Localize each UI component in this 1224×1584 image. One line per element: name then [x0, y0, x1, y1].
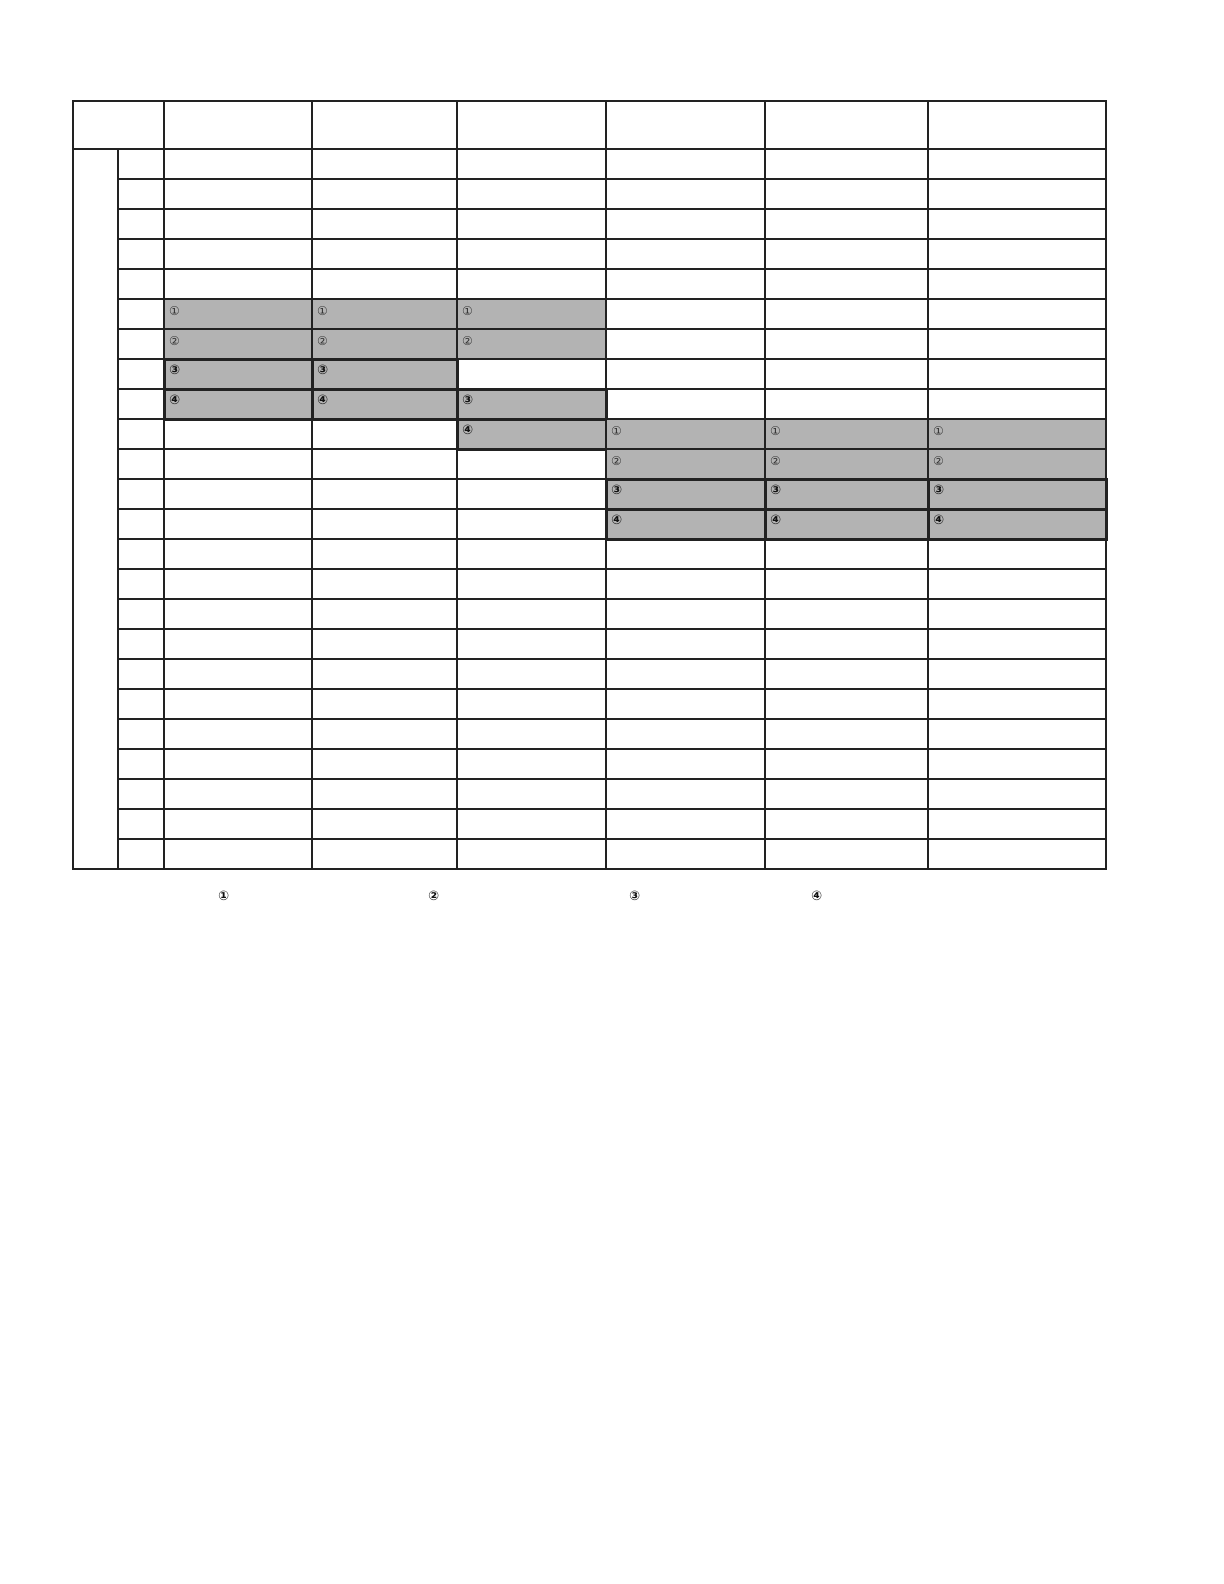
schedule-cell: ④ [765, 509, 928, 539]
row-divider [117, 208, 1107, 210]
row-divider [117, 298, 1107, 300]
row-divider [117, 418, 1107, 420]
column-divider [311, 100, 313, 869]
column-divider [456, 100, 458, 869]
schedule-cell: ③ [606, 479, 765, 509]
schedule-cell: ① [928, 419, 1106, 449]
table-right-border [1105, 100, 1107, 869]
row-divider [117, 238, 1107, 240]
row-divider [117, 628, 1107, 630]
row-divider [117, 388, 1107, 390]
row-divider [117, 808, 1107, 810]
row-divider [117, 508, 1107, 510]
column-divider [605, 100, 607, 869]
schedule-cell: ④ [312, 389, 457, 419]
row-divider [117, 358, 1107, 360]
row-divider [117, 478, 1107, 480]
schedule-cell: ③ [765, 479, 928, 509]
legend-marker-2: ② [428, 889, 440, 904]
column-divider [163, 100, 165, 869]
row-divider [117, 598, 1107, 600]
table-left-border [72, 100, 74, 869]
row-divider [117, 448, 1107, 450]
column-divider [927, 100, 929, 869]
row-divider [117, 838, 1107, 840]
row-divider [117, 538, 1107, 540]
schedule-cell: ④ [164, 389, 312, 419]
row-divider [117, 778, 1107, 780]
schedule-cell: ② [164, 329, 312, 359]
schedule-cell: ② [928, 449, 1106, 479]
row-divider [117, 688, 1107, 690]
row-divider [117, 658, 1107, 660]
row-divider [117, 568, 1107, 570]
column-divider [764, 100, 766, 869]
schedule-cell: ④ [928, 509, 1106, 539]
schedule-cell: ① [164, 299, 312, 329]
table-bottom-border [72, 868, 1107, 870]
schedule-cell: ① [457, 299, 606, 329]
schedule-cell: ① [765, 419, 928, 449]
legend-marker-1: ① [218, 889, 230, 904]
schedule-cell: ② [312, 329, 457, 359]
schedule-cell: ① [606, 419, 765, 449]
row-divider [117, 718, 1107, 720]
header-divider [72, 148, 1107, 150]
schedule-cell: ③ [928, 479, 1106, 509]
schedule-cell: ④ [457, 419, 606, 449]
schedule-cell: ① [312, 299, 457, 329]
row-divider [117, 748, 1107, 750]
row-divider [117, 178, 1107, 180]
row-divider [117, 328, 1107, 330]
schedule-cell: ③ [312, 359, 457, 389]
schedule-cell: ② [765, 449, 928, 479]
row-divider [117, 268, 1107, 270]
schedule-cell: ② [457, 329, 606, 359]
schedule-cell: ③ [457, 389, 606, 419]
schedule-cell: ④ [606, 509, 765, 539]
schedule-cell: ③ [164, 359, 312, 389]
schedule-cell: ② [606, 449, 765, 479]
legend-marker-4: ④ [811, 889, 823, 904]
legend-marker-3: ③ [629, 889, 641, 904]
table-top-border [72, 100, 1107, 102]
